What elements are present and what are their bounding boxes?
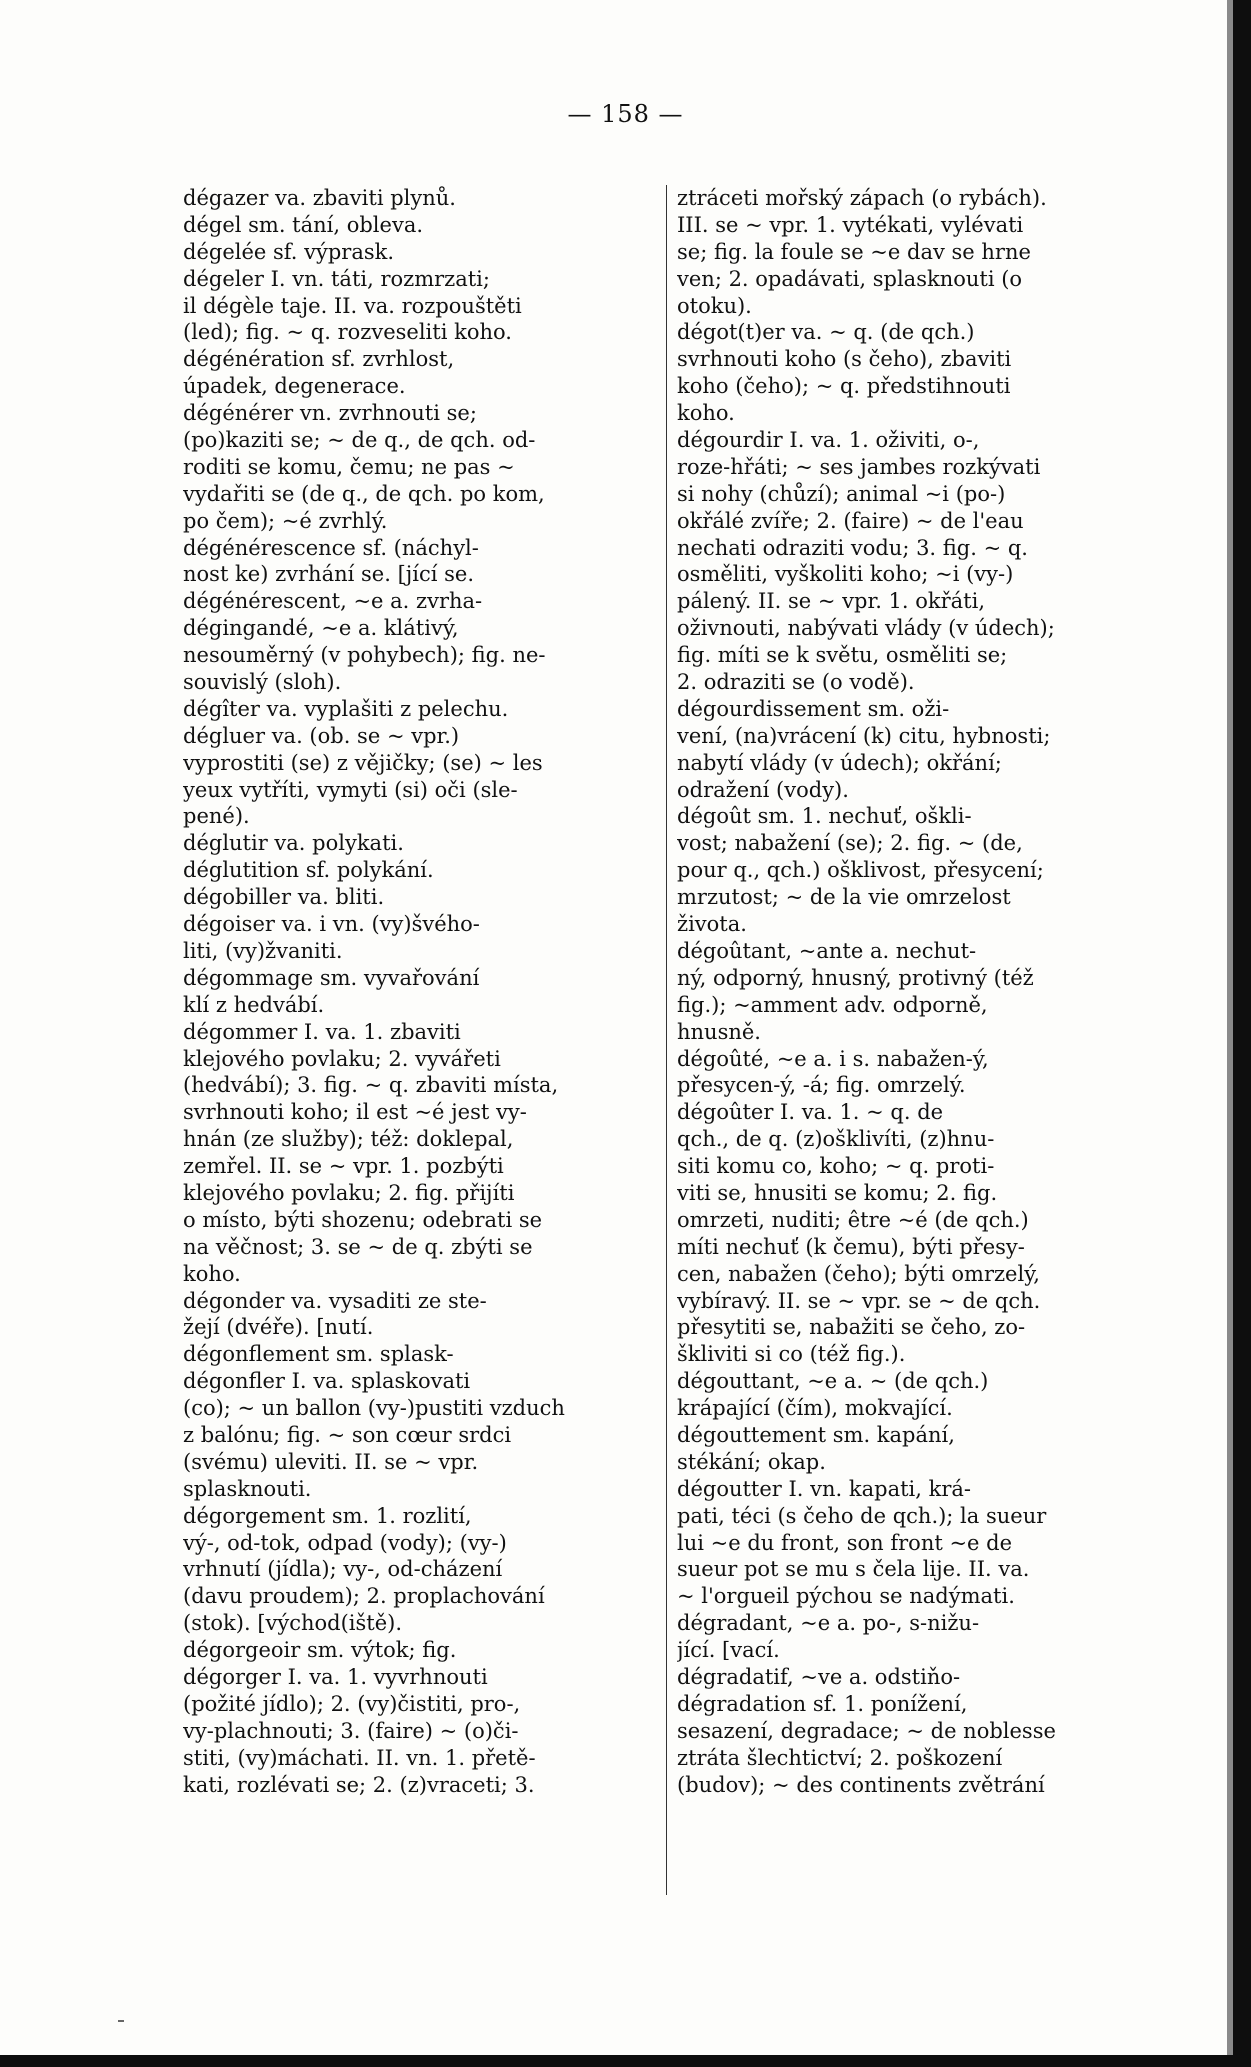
dictionary-line: na věčnost; 3. se ~ de q. zbýti se (183, 1234, 533, 1259)
dictionary-line: pati, téci (s čeho de qch.); la sueur (677, 1503, 1047, 1528)
dictionary-line: vení, (na)vrácení (k) citu, hybnosti; (677, 723, 1051, 748)
dictionary-line: stiti, (vy)máchati. II. vn. 1. přetě- (183, 1745, 536, 1770)
dictionary-line: roditi se komu, čemu; ne pas ~ (183, 454, 515, 479)
dictionary-line: viti se, hnusiti se komu; 2. fig. (677, 1180, 998, 1205)
dictionary-line: dégommage sm. vyvařování (183, 965, 480, 990)
page-number: — 158 — (567, 100, 684, 128)
dictionary-line: omrzeti, nuditi; être ~é (de qch.) (677, 1207, 1029, 1232)
dictionary-line: vý-, od-tok, odpad (vody); (vy-) (183, 1530, 507, 1555)
dictionary-line: vyprostiti (se) z vějičky; (se) ~ les (183, 750, 543, 775)
dictionary-line: dégluer va. (ob. se ~ vpr.) (183, 723, 460, 748)
dictionary-line: roze-hřáti; ~ ses jambes rozkývati (677, 454, 1041, 479)
dictionary-line: odražení (vody). (677, 777, 849, 802)
dictionary-line: dégoût sm. 1. nechuť, oškli- (677, 804, 972, 829)
dictionary-line: fig.); ~amment adv. odporně, (677, 992, 988, 1017)
right-column (677, 185, 1153, 1798)
dictionary-line: (budov); ~ des continents zvětrání (677, 1772, 1045, 1797)
dictionary-line: dégouttant, ~e a. ~ (de qch.) (677, 1369, 989, 1394)
dictionary-line: žejí (dvéře). [nutí. (183, 1315, 374, 1340)
dictionary-line: dégorgement sm. 1. rozlití, (183, 1503, 472, 1528)
dictionary-line: (stok). [východ(iště). (183, 1611, 403, 1636)
dictionary-line: dégradant, ~e a. po-, s-nižu- (677, 1611, 980, 1636)
dictionary-line: (co); ~ un ballon (vy-)pustiti vzduch (183, 1396, 565, 1421)
dictionary-line: dégorgeoir sm. výtok; fig. (183, 1638, 457, 1663)
dictionary-line: souvislý (sloh). (183, 670, 342, 695)
dictionary-line: (požité jídlo); 2. (vy)čistiti, pro-, (183, 1691, 521, 1716)
dictionary-line: dégonfler I. va. splaskovati (183, 1369, 471, 1394)
dictionary-line: ztráceti mořský zápach (o rybách). (677, 186, 1047, 210)
left-column (183, 185, 658, 1798)
dictionary-line: osměliti, vyškoliti koho; ~i (vy-) (677, 562, 1014, 587)
dictionary-line: 2. odraziti se (o vodě). (677, 670, 915, 695)
dictionary-line: vy-plachnouti; 3. (faire) ~ (o)či- (183, 1718, 519, 1743)
dictionary-line: pour q., qch.) ošklivost, přesycení; (677, 858, 1044, 883)
dictionary-line: dégénérescence sf. (náchyl- (183, 535, 479, 560)
dictionary-line: vost; nabažení (se); 2. fig. ~ (de, (677, 831, 1023, 856)
dictionary-line: otoku). (677, 293, 752, 318)
dictionary-line: stékání; okap. (677, 1449, 826, 1474)
dictionary-line: si nohy (chůzí); animal ~i (po-) (677, 481, 1006, 506)
dictionary-line: škliviti si co (též fig.). (677, 1342, 906, 1367)
dictionary-line: III. se ~ vpr. 1. vytékati, vylévati (677, 212, 1024, 237)
dictionary-line: dégelée sf. výprask. (183, 239, 395, 264)
dictionary-line: koho. (677, 401, 735, 426)
dictionary-line: o místo, býti shozenu; odebrati se (183, 1207, 543, 1232)
dictionary-line: pené). (183, 804, 250, 829)
dictionary-line: (led); fig. ~ q. rozveseliti koho. (183, 320, 512, 345)
dictionary-line: dégeler I. vn. táti, rozmrzati; (183, 266, 490, 291)
dictionary-line: pálený. II. se ~ vpr. 1. okřáti, (677, 589, 986, 614)
dictionary-line: nesouměrný (v pohybech); fig. ne- (183, 643, 546, 668)
dictionary-line: svrhnouti koho; il est ~é jest vy- (183, 1100, 527, 1125)
dictionary-line: po čem); ~é zvrhlý. (183, 508, 388, 533)
dictionary-line: sueur pot se mu s čela lije. II. va. (677, 1557, 1030, 1582)
dictionary-line: okřálé zvíře; 2. (faire) ~ de l'eau (677, 508, 1024, 533)
dictionary-line: nechati odraziti vodu; 3. fig. ~ q. (677, 535, 1028, 560)
dictionary-line: úpadek, degenerace. (183, 374, 406, 399)
dictionary-line: dégonflement sm. splask- (183, 1342, 454, 1367)
dictionary-line: zemřel. II. se ~ vpr. 1. pozbýti (183, 1154, 504, 1179)
dictionary-line: mrzutost; ~ de la vie omrzelost (677, 885, 1011, 910)
dictionary-line: života. (677, 912, 747, 937)
dictionary-line: ztráta šlechtictví; 2. poškození (677, 1745, 1003, 1770)
dictionary-line: vrhnutí (jídla); vy-, od-cházení (183, 1557, 503, 1582)
dictionary-line: dégobiller va. bliti. (183, 885, 385, 910)
dictionary-line: oživnouti, nabývati vlády (v údech); (677, 616, 1055, 641)
dictionary-line: il dégèle taje. II. va. rozpouštěti (183, 293, 522, 318)
dictionary-line: klejového povlaku; 2. vyvářeti (183, 1046, 501, 1071)
dictionary-line: dégîter va. vyplašiti z pelechu. (183, 696, 509, 721)
dictionary-line: (davu proudem); 2. proplachování (183, 1584, 545, 1609)
column-divider (666, 185, 667, 1895)
dictionary-line: koho. (183, 1261, 241, 1286)
dictionary-line: dégoûter I. va. 1. ~ q. de (677, 1100, 944, 1125)
dictionary-line: kati, rozlévati se; 2. (z)vraceti; 3. (183, 1772, 535, 1797)
dictionary-line: přesycen-ý, -á; fig. omrzelý. (677, 1073, 966, 1098)
dictionary-line: ven; 2. opadávati, splasknouti (o (677, 266, 1023, 291)
dictionary-line: dégingandé, ~e a. klátivý, (183, 616, 459, 641)
dictionary-line: dégot(t)er va. ~ q. (de qch.) (677, 320, 975, 345)
dictionary-line: siti komu co, koho; ~ q. proti- (677, 1154, 995, 1179)
dictionary-line: dégradatif, ~ve a. odstiňo- (677, 1664, 961, 1689)
dictionary-line: (hedvábí); 3. fig. ~ q. zbaviti místa, (183, 1073, 559, 1098)
dictionary-line: vybíravý. II. se ~ vpr. se ~ de qch. (677, 1288, 1041, 1313)
dictionary-line: svrhnouti koho (s čeho), zbaviti (677, 347, 1012, 372)
dictionary-line: hnusně. (677, 1019, 761, 1044)
dictionary-line: dégénérer vn. zvrhnouti se; (183, 401, 477, 426)
dictionary-line: liti, (vy)žvaniti. (183, 938, 343, 963)
dictionary-line: dégazer va. zbaviti plynů. (183, 186, 456, 210)
dictionary-line: déglutir va. polykati. (183, 831, 404, 856)
dictionary-line: ~ l'orgueil pýchou se nadýmati. (677, 1584, 1015, 1609)
dictionary-line: přesytiti se, nabažiti se čeho, zo- (677, 1315, 1026, 1340)
dictionary-line: se; fig. la foule se ~e dav se hrne (677, 239, 1031, 264)
margin-mark (118, 2020, 124, 2022)
dictionary-line: vydařiti se (de q., de qch. po kom, (183, 481, 545, 506)
dictionary-line: krápající (čím), mokvající. (677, 1396, 953, 1421)
dictionary-line: yeux vytříti, vymyti (si) oči (sle- (183, 777, 518, 802)
dictionary-line: (svému) uleviti. II. se ~ vpr. (183, 1449, 479, 1474)
dictionary-line: jící. [vací. (677, 1638, 780, 1663)
dictionary-line: dégonder va. vysaditi ze ste- (183, 1288, 487, 1313)
dictionary-line: ný, odporný, hnusný, protivný (též (677, 965, 1034, 990)
dictionary-line: dégommer I. va. 1. zbaviti (183, 1019, 461, 1044)
dictionary-line: sesazení, degradace; ~ de noblesse (677, 1718, 1056, 1743)
dictionary-line: fig. míti se k světu, osměliti se; (677, 643, 1008, 668)
dictionary-line: cen, nabažen (čeho); býti omrzelý, (677, 1261, 1040, 1286)
dictionary-line: dégoiser va. i vn. (vy)švého- (183, 912, 480, 937)
dictionary-line: z balónu; fig. ~ son cœur srdci (183, 1422, 512, 1447)
dictionary-line: dégourdissement sm. oži- (677, 696, 950, 721)
dictionary-line: míti nechuť (k čemu), býti přesy- (677, 1234, 1025, 1259)
dictionary-line: dégoûté, ~e a. i s. nabažen-ý, (677, 1046, 989, 1071)
dictionary-line: dégradation sf. 1. ponížení, (677, 1691, 968, 1716)
dictionary-line: koho (čeho); ~ q. předstihnouti (677, 374, 1011, 399)
dictionary-line: splasknouti. (183, 1476, 312, 1501)
dictionary-line: dégourdir I. va. 1. oživiti, o-, (677, 428, 980, 453)
dictionary-line: dégénérescent, ~e a. zvrha- (183, 589, 483, 614)
dictionary-line: (po)kaziti se; ~ de q., de qch. od- (183, 428, 536, 453)
dictionary-line: dégorger I. va. 1. vyvrhnouti (183, 1664, 488, 1689)
dictionary-line: déglutition sf. polykání. (183, 858, 434, 883)
dictionary-line: nost ke) zvrhání se. [jící se. (183, 562, 475, 587)
dictionary-line: dégouttement sm. kapání, (677, 1422, 955, 1447)
dictionary-line: dégoûtant, ~ante a. nechut- (677, 938, 977, 963)
dictionary-line: lui ~e du front, son front ~e de (677, 1530, 1013, 1555)
dictionary-line: klejového povlaku; 2. fig. přijíti (183, 1180, 515, 1205)
dictionary-line: nabytí vlády (v údech); okřání; (677, 750, 1002, 775)
dictionary-line: hnán (ze služby); též: doklepal, (183, 1127, 514, 1152)
dictionary-line: qch., de q. (z)ošklivíti, (z)hnu- (677, 1127, 995, 1152)
dictionary-line: dégénération sf. zvrhlost, (183, 347, 455, 372)
dictionary-line: dégoutter I. vn. kapati, krá- (677, 1476, 971, 1501)
dictionary-line: klí z hedvábí. (183, 992, 325, 1017)
dictionary-line: dégel sm. tání, obleva. (183, 212, 424, 237)
